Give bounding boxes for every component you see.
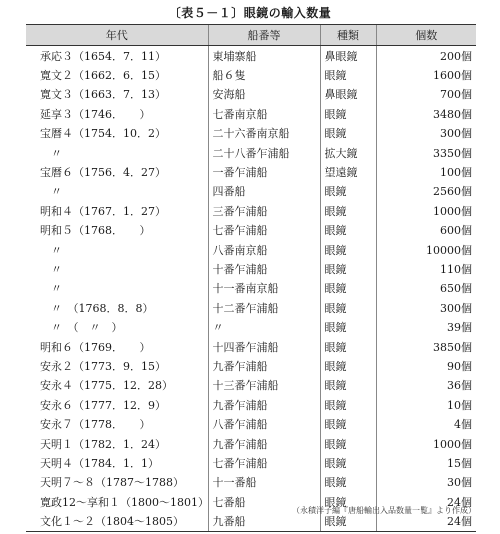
cell-era: 〃 （ 〃 ） (40, 321, 123, 335)
cell-count: 10000個 (376, 240, 476, 259)
cell-count: 700個 (376, 85, 476, 104)
import-quantity-table (26, 24, 476, 532)
cell-era: 天明１（1782．1．24） (40, 437, 166, 451)
cell-era: 安永４（1775．12．28） (40, 379, 173, 393)
cell-era: 宝暦４（1754．10．2） (40, 127, 166, 141)
cell-era: 天明４（1784．1．1） (40, 456, 159, 470)
cell-era: 安永６（1777．12．9） (40, 398, 166, 412)
cell-ship: 船６隻 (208, 65, 320, 84)
cell-ship: 二十六番南京船 (208, 124, 320, 143)
table-row (26, 65, 476, 84)
cell-ship: 九番乍浦船 (208, 356, 320, 375)
cell-type: 眼鏡 (320, 201, 376, 220)
cell-type: 眼鏡 (320, 240, 376, 259)
cell-type: 眼鏡 (320, 279, 376, 298)
source-note: （永積洋子編『唐船輸出入品数量一覧』より作成） (292, 506, 476, 515)
cell-count: 36個 (376, 376, 476, 395)
cell-type: 眼鏡 (320, 376, 376, 395)
cell-ship: 十一番南京船 (208, 279, 320, 298)
cell-ship: 八番乍浦船 (208, 414, 320, 433)
table-row (26, 473, 476, 492)
cell-ship: 九番乍浦船 (208, 395, 320, 414)
table-row (26, 104, 476, 123)
cell-type: 眼鏡 (320, 124, 376, 143)
cell-ship: 十二番乍浦船 (208, 298, 320, 317)
cell-type: 眼鏡 (320, 182, 376, 201)
cell-type: 眼鏡 (320, 434, 376, 453)
cell-count: 600個 (376, 221, 476, 240)
table-row (26, 395, 476, 414)
cell-era: 〃 (40, 185, 62, 199)
cell-era: 寛文２（1662．6．15） (40, 69, 166, 83)
cell-count: 300個 (376, 298, 476, 317)
cell-count: 1000個 (376, 434, 476, 453)
table-row (26, 201, 476, 220)
table-row (26, 356, 476, 375)
cell-count: 24個 (376, 511, 476, 531)
cell-era: 〃 （1768．8．8） (40, 301, 154, 315)
cell-type: 眼鏡 (320, 221, 376, 240)
cell-type: 眼鏡 (320, 473, 376, 492)
cell-era: 〃 (40, 146, 62, 160)
column-header-era: 年代 (26, 25, 208, 46)
table-row (26, 414, 476, 433)
table-body (26, 46, 476, 532)
cell-era: 明和４（1767．1．27） (40, 204, 166, 218)
cell-count: 300個 (376, 124, 476, 143)
cell-ship: 十番乍浦船 (208, 259, 320, 278)
table-row (26, 453, 476, 472)
cell-count: 110個 (376, 259, 476, 278)
column-header-ship: 船番等 (208, 25, 320, 46)
cell-era: 〃 (40, 282, 62, 296)
cell-ship: 十四番乍浦船 (208, 337, 320, 356)
cell-era: 安永７（1778． ） (40, 418, 151, 432)
cell-era: 安永２（1773．9．15） (40, 359, 166, 373)
table-row (26, 124, 476, 143)
cell-type: 拡大鏡 (320, 143, 376, 162)
table-row (26, 143, 476, 162)
table-row (26, 85, 476, 104)
cell-count: 30個 (376, 473, 476, 492)
table-row (26, 337, 476, 356)
cell-ship: 九番乍浦船 (208, 434, 320, 453)
cell-ship: 〃 (208, 317, 320, 336)
cell-ship: 七番船 (208, 492, 320, 511)
cell-type: 望遠鏡 (320, 162, 376, 181)
cell-ship: 十一番船 (208, 473, 320, 492)
cell-type: 眼鏡 (320, 317, 376, 336)
cell-ship: 七番乍浦船 (208, 221, 320, 240)
cell-ship: 八番南京船 (208, 240, 320, 259)
cell-count: 200個 (376, 46, 476, 66)
cell-ship: 四番船 (208, 182, 320, 201)
cell-ship: 一番乍浦船 (208, 162, 320, 181)
cell-type: 眼鏡 (320, 298, 376, 317)
cell-ship: 九番船 (208, 511, 320, 531)
table-row (26, 259, 476, 278)
cell-era: 文化１～２（1804～1805） (26, 511, 208, 531)
cell-ship: 東埔寨船 (208, 46, 320, 66)
cell-type: 眼鏡 (320, 356, 376, 375)
cell-count: 650個 (376, 279, 476, 298)
table-row (26, 376, 476, 395)
column-header-count: 個数 (376, 25, 476, 46)
cell-type: 眼鏡 (320, 337, 376, 356)
cell-count: 2560個 (376, 182, 476, 201)
table-row (26, 434, 476, 453)
cell-type: 眼鏡 (320, 65, 376, 84)
cell-era: 承応３（1654．7．11） (40, 49, 166, 63)
cell-count: 1000個 (376, 201, 476, 220)
cell-ship: 十三番乍浦船 (208, 376, 320, 395)
cell-era: 延享３（1746． ） (40, 107, 151, 121)
cell-ship: 二十八番乍浦船 (208, 143, 320, 162)
column-header-type: 種類 (320, 25, 376, 46)
cell-ship: 七番南京船 (208, 104, 320, 123)
cell-count: 10個 (376, 395, 476, 414)
cell-type: 鼻眼鏡 (320, 85, 376, 104)
cell-type: 眼鏡 (320, 395, 376, 414)
cell-era: 寛文３（1663．7．13） (40, 88, 166, 102)
table-row (26, 221, 476, 240)
cell-ship: 三番乍浦船 (208, 201, 320, 220)
cell-era: 〃 (40, 243, 62, 257)
cell-type: 眼鏡 (320, 511, 376, 531)
cell-count: 1600個 (376, 65, 476, 84)
cell-count: 15個 (376, 453, 476, 472)
table-header-row (26, 25, 476, 46)
cell-type: 眼鏡 (320, 453, 376, 472)
cell-count: 3480個 (376, 104, 476, 123)
table-row (26, 240, 476, 259)
cell-count: 39個 (376, 317, 476, 336)
cell-count: 4個 (376, 414, 476, 433)
cell-count: 100個 (376, 162, 476, 181)
cell-era: 宝暦６（1756．4．27） (40, 166, 166, 180)
cell-count: 3350個 (376, 143, 476, 162)
table-row (26, 317, 476, 336)
cell-type: 眼鏡 (320, 259, 376, 278)
cell-era: 明和５（1768． ） (40, 224, 151, 238)
cell-count: 3850個 (376, 337, 476, 356)
cell-type: 鼻眼鏡 (320, 46, 376, 66)
cell-era: 明和６（1769． ） (40, 340, 151, 354)
table-row (26, 162, 476, 181)
table-row (26, 279, 476, 298)
cell-type: 眼鏡 (320, 492, 376, 511)
cell-type: 眼鏡 (320, 104, 376, 123)
table-row (26, 298, 476, 317)
cell-era: 天明７～８（1787～1788） (40, 476, 184, 490)
cell-ship: 安海船 (208, 85, 320, 104)
table-title: 〔表５－１〕眼鏡の輸入数量 (168, 6, 332, 20)
cell-type: 眼鏡 (320, 414, 376, 433)
cell-count: 24個 (376, 492, 476, 511)
cell-era: 寛政12～享和１（1800～1801） (40, 495, 209, 509)
table-row (26, 46, 476, 66)
table-row (26, 182, 476, 201)
cell-era: 〃 (40, 262, 62, 276)
cell-ship: 七番乍浦船 (208, 453, 320, 472)
cell-count: 90個 (376, 356, 476, 375)
